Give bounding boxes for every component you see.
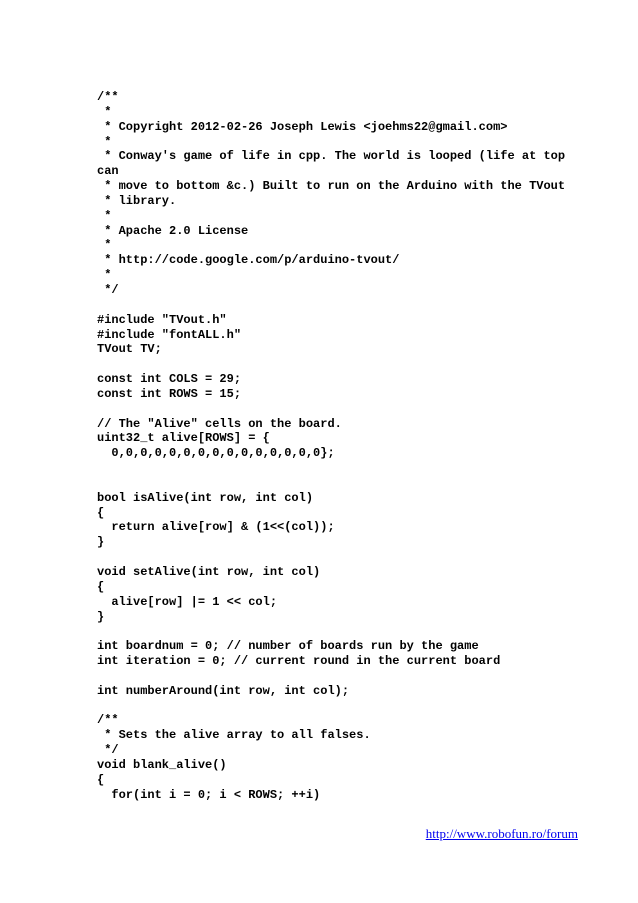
code-line: const int COLS = 29;: [97, 372, 242, 387]
code-line: */: [97, 743, 119, 758]
code-line: [97, 550, 565, 565]
code-line: * Apache 2.0 License: [97, 223, 249, 238]
code-line: [97, 402, 565, 417]
code-line: {: [97, 505, 105, 520]
code-line: [97, 476, 565, 491]
code-line: [97, 357, 565, 372]
code-line: can: [97, 164, 119, 179]
code-line: */: [97, 282, 119, 297]
footer-forum-link[interactable]: http://www.robofun.ro/forum: [425, 826, 578, 841]
code-line: * move to bottom &c.) Built to run on the Arduino with the TVout: [97, 179, 566, 194]
code-line: return alive[row] & (1<<(col));: [97, 520, 335, 535]
code-line: void setAlive(int row, int col): [97, 565, 321, 579]
code-line: int iteration = 0; // current round in the current board: [97, 654, 501, 669]
code-line: * Sets the alive array to all falses.: [97, 728, 371, 743]
code-line: #include "TVout.h": [97, 312, 227, 327]
code-line: {: [97, 579, 105, 594]
code-line: [97, 624, 565, 639]
code-line: /**: [97, 90, 119, 104]
code-line: *: [97, 134, 112, 149]
code-line: *: [97, 104, 112, 119]
code-line: [97, 669, 565, 684]
code-listing: [97, 90, 565, 803]
code-line: * Conway's game of life in cpp. The world is looped (life at top: [97, 149, 566, 164]
code-line: *: [97, 268, 112, 283]
code-line: // The "Alive" cells on the board.: [97, 416, 342, 431]
code-line: int numberAround(int row, int col);: [97, 683, 350, 698]
code-line: [97, 461, 565, 476]
code-line: }: [97, 609, 105, 624]
code-line: *: [97, 208, 112, 223]
code-line: 0,0,0,0,0,0,0,0,0,0,0,0,0,0,0};: [97, 446, 335, 461]
code-line: bool isAlive(int row, int col): [97, 490, 314, 505]
code-line: [97, 298, 565, 313]
code-line: int boardnum = 0; // number of boards run by the game: [97, 639, 479, 654]
code-line: for(int i = 0; i < ROWS; ++i): [97, 787, 321, 802]
code-line: * http://code.google.com/p/arduino-tvout/: [97, 253, 400, 268]
code-line: [97, 699, 565, 714]
code-line: TVout TV;: [97, 342, 162, 357]
code-line: #include "fontALL.h": [97, 327, 242, 342]
code-line: const int ROWS = 15;: [97, 386, 242, 401]
code-line: }: [97, 535, 105, 550]
code-line: * Copyright 2012-02-26 Joseph Lewis <joehms22@gmail.com>: [97, 119, 508, 134]
code-line: void blank_alive(): [97, 757, 227, 772]
code-line: alive[row] |= 1 << col;: [97, 594, 278, 609]
code-line: {: [97, 772, 105, 787]
code-line: * library.: [97, 193, 177, 208]
code-line: *: [97, 238, 112, 253]
code-line: /**: [97, 713, 119, 728]
code-line: uint32_t alive[ROWS] = {: [97, 431, 270, 446]
